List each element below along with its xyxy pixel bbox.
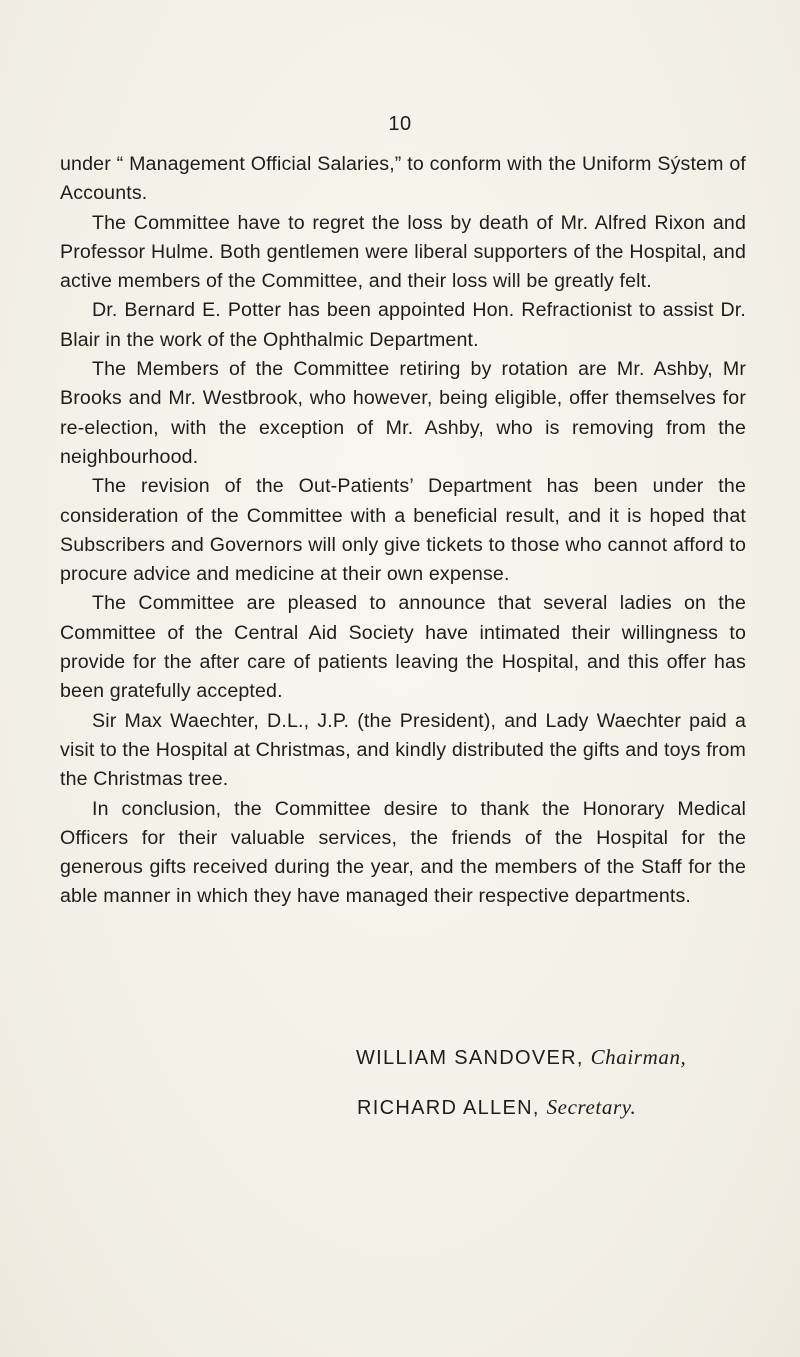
signature-chairman-role: Chairman, xyxy=(590,1045,687,1069)
page-number: 10 xyxy=(388,113,412,135)
paragraph-out-patients: The revision of the Out-Patients’ Department has been under the consideration of the Committee with a beneficial result, and it is hoped that Subscribers and Governors will only give tickets to those who cannot afford to procure advice and medicine at their own expense. xyxy=(60,475,746,586)
signature-chairman-name: WILLIAM SANDOVER, xyxy=(356,1047,584,1069)
paragraph-central-aid-society: The Committee are pleased to announce that several ladies on the Committee of the Central Aid Society have intimated their willingness to provide for the after care of patients leaving the Hospital, and this offer has been gratefully accepted. xyxy=(60,592,746,703)
paragraph-conclusion: In conclusion, the Committee desire to thank the Honorary Medical Officers for their valuable services, the friends of the Hospital for the generous gifts received during the year, and the members of the Staff for the able manner in which they have managed their respective departments. xyxy=(60,797,746,908)
paragraph-refractionist: Dr. Bernard E. Potter has been appointed Hon. Refractionist to assist Dr. Blair in the work of the Ophthalmic Department. xyxy=(60,299,746,351)
paragraph-accounts: under “ Management Official Salaries,” to conform with the Uniform Sýstem of Accounts. xyxy=(60,153,746,205)
paragraph-christmas-visit: Sir Max Waechter, D.L., J.P. (the President), and Lady Waechter paid a visit to the Hospital at Christmas, and kindly distributed the gifts and toys from the Christmas tree. xyxy=(60,709,746,791)
report-body xyxy=(60,150,746,912)
signature-chairman xyxy=(356,1045,686,1070)
signature-secretary-role: Secretary. xyxy=(546,1095,637,1119)
signature-secretary-name: RICHARD ALLEN, xyxy=(357,1097,540,1119)
signature-secretary xyxy=(357,1095,636,1120)
paragraph-committee-rotation: The Members of the Committee retiring by rotation are Mr. Ashby, Mr Brooks and Mr. Westbrook, who however, being eligible, offer themselves for re-election, with the exception of Mr. Ashby, who is removing from the neighbourhood. xyxy=(60,358,746,468)
paragraph-deaths: The Committee have to regret the loss by death of Mr. Alfred Rixon and Professor Hulme. Both gentlemen were liberal supporters of the Hospital, and active members of the Committee, and their loss will be greatly felt. xyxy=(60,211,746,293)
